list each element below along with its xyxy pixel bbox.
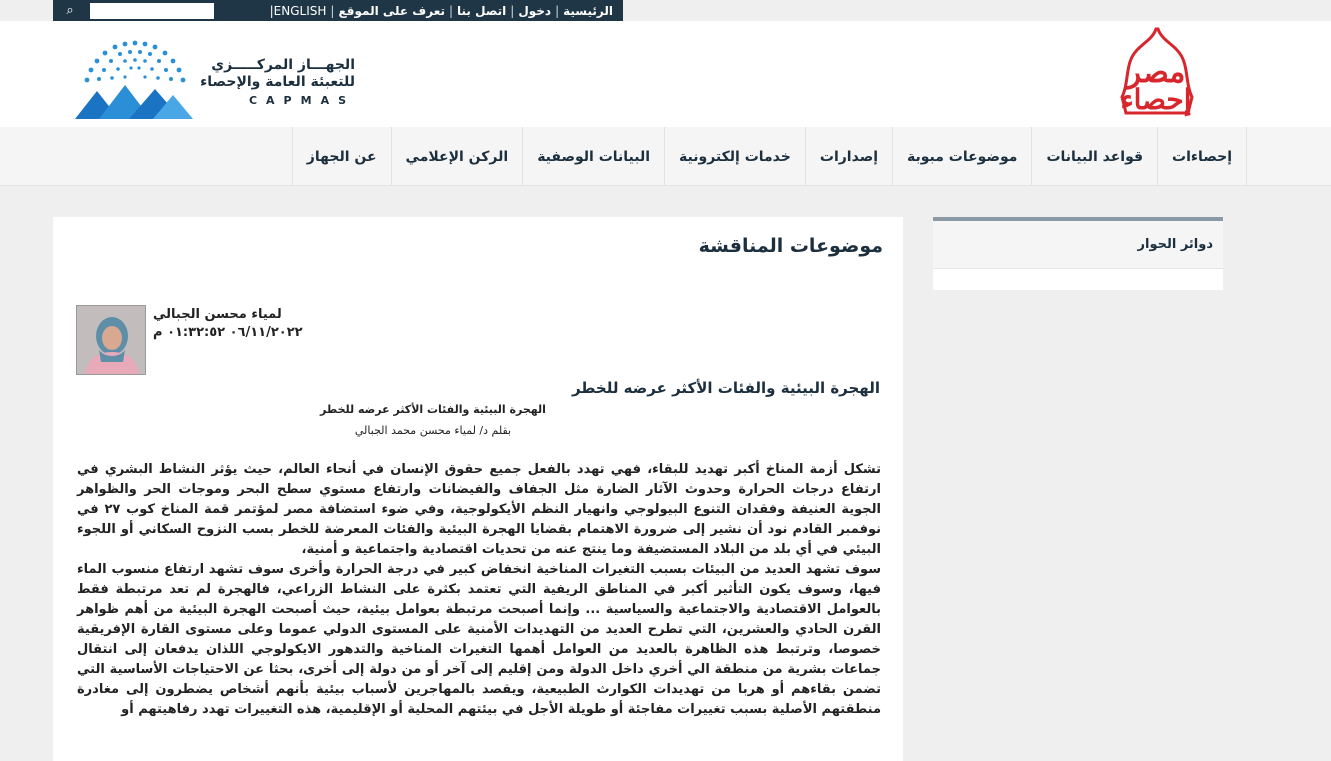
- nav-item-topics[interactable]: موضوعات مبوبة: [892, 127, 1031, 186]
- top-link-contact[interactable]: اتصل بنا: [457, 3, 507, 18]
- article-subtitle: الهجرة البيئية والفئات الأكثر عرضه للخطر: [320, 403, 546, 416]
- article-byline: بقلم د/ لمياء محسن محمد الجبالي: [354, 424, 512, 437]
- misr-statistics-logo[interactable]: [1082, 27, 1230, 117]
- sidebar-heading[interactable]: دوائر الحوار: [933, 221, 1223, 269]
- capmas-emblem-icon: [75, 39, 195, 121]
- article-body: [77, 460, 881, 720]
- post-date: ٠٦/١١/٢٠٢٢ ٠١:٣٢:٥٢ م: [153, 325, 303, 340]
- nav-item-databases[interactable]: قواعد البيانات: [1031, 127, 1157, 186]
- search-icon: ⌕: [66, 3, 74, 18]
- nav-item-statistics[interactable]: إحصاءات: [1157, 127, 1247, 186]
- page-title: موضوعات المناقشة: [698, 235, 883, 257]
- article-paragraph: تشكل أزمة المناخ أكبر تهديد للبقاء، فهي تهدد بالفعل جميع حقوق الإنسان في أنحاء العالم، حيث يؤثر النشاط البشري في ارتفاع درجات الحرارة وحدوث الآثار الضارة مثل الجفاف والفيضانات وارتفاع مستوي سطح البحر وموجات الحر والظواهر الجوية العنيفة وفقدان التنوع البيولوجي وانهيار النظم الأيكولوجية، وفي ضوء استضافة مصر لمؤتمر قمة المناخ كوب ٢٧ في نوفمبر القادم نود أن نشير إلى ضرورة الاهتمام بقضايا الهجرة البيئية والفئات المعرضة للخطر بسب النزوح السكاني أو اللجوء البيئي في أي بلد من البلاد المستضيفة وما ينتج عنه من تحديات اقتصادية واجتماعية و أمنية،: [77, 462, 881, 557]
- top-link-login[interactable]: دخول: [518, 3, 552, 18]
- top-link-home[interactable]: الرئيسية: [563, 3, 613, 18]
- author-name[interactable]: لمياء محسن الجبالي: [153, 307, 282, 322]
- nav-item-e-services[interactable]: خدمات إلكترونية: [664, 127, 805, 186]
- sidebar: [933, 217, 1223, 290]
- main-nav-items: [292, 127, 1247, 186]
- nav-item-media-corner[interactable]: الركن الإعلامي: [391, 127, 523, 186]
- search-button[interactable]: [53, 0, 87, 21]
- nav-item-metadata[interactable]: البيانات الوصفية: [522, 127, 664, 186]
- nav-item-publications[interactable]: إصدارات: [805, 127, 892, 186]
- org-name-line1: الجهـــاز المركـــــزي: [211, 57, 355, 73]
- capmas-text: [195, 57, 355, 107]
- site-header: [0, 21, 1331, 127]
- top-link-about-site[interactable]: تعرف على الموقع: [338, 3, 445, 18]
- capmas-logo[interactable]: [75, 39, 365, 121]
- article-title: الهجرة البيئية والفئات الأكثر عرضه للخطر: [571, 379, 880, 397]
- org-name-line2: للتعبئة العامة والإحصاء: [200, 74, 355, 90]
- logo-word-2: إحصاء: [1120, 83, 1192, 116]
- nav-item-about[interactable]: عن الجهاز: [292, 127, 391, 186]
- author-photo-icon: [77, 306, 146, 375]
- search-input[interactable]: [90, 3, 214, 19]
- main-nav: [0, 127, 1331, 186]
- misr-logo-icon: [1082, 27, 1230, 117]
- top-link-english[interactable]: |ENGLISH: [269, 3, 327, 18]
- top-links: الرئيسية | دخول | اتصل بنا | تعرف على الموقع | |ENGLISH: [269, 3, 613, 18]
- main-content: [53, 217, 903, 761]
- article-paragraph: سوف تشهد العديد من البيئات بسبب التغيرات المناخية انخفاض كبير في درجة الحرارة وأخرى سوف تشهد ارتفاع منسوب الماء فيها، وسوف يكون التأثير أكبر في المناطق الريفية التي تعتمد بكثرة على النشاط الزراعي، فالهجرة لم تعد مرتبطة فقط بالعوامل الاقتصادية والاجتماعية والسياسية ... وإنما أصبحت مرتبطة بعوامل بيئية، حيث أصبحت الهجرة البيئية من أهم ظواهر القرن الحادي والعشرين، التي تطرح العديد من التهديدات الأمنية على المستوى الدولي عموما وعلى مستوى القارة الإفريقية خصوصا، وترتبط هذه الظاهرة بالعديد من العوامل أهمها التغيرات المناخية والتدهور الايكولوجي اللذان يدفعان إلى انتقال جماعات بشرية من منطقة الي أخري داخل الدولة ومن إقليم إلى آخر أو من دولة إلى أخرى، بحثا عن الاحتياجات الأساسية التي تضمن بقاءهم أو هربا من تهديدات الكوارث الطبيعية، ويقصد بالمهاجرين لأسباب بيئية بأنهم أشخاص يضطرون إلى مغادرة منطقتهم الأصلية بسبب تغييرات مفاجئة أو طويلة الأجل في بيئتهم المحلية أو الإقليمية، هذه التغييرات تهدد رفاهيتهم أو: [77, 562, 881, 717]
- org-abbr: CAPMAS: [248, 94, 355, 107]
- top-bar: [53, 0, 623, 21]
- logo-word-1: مصر: [1126, 55, 1186, 90]
- author-avatar: [76, 305, 146, 375]
